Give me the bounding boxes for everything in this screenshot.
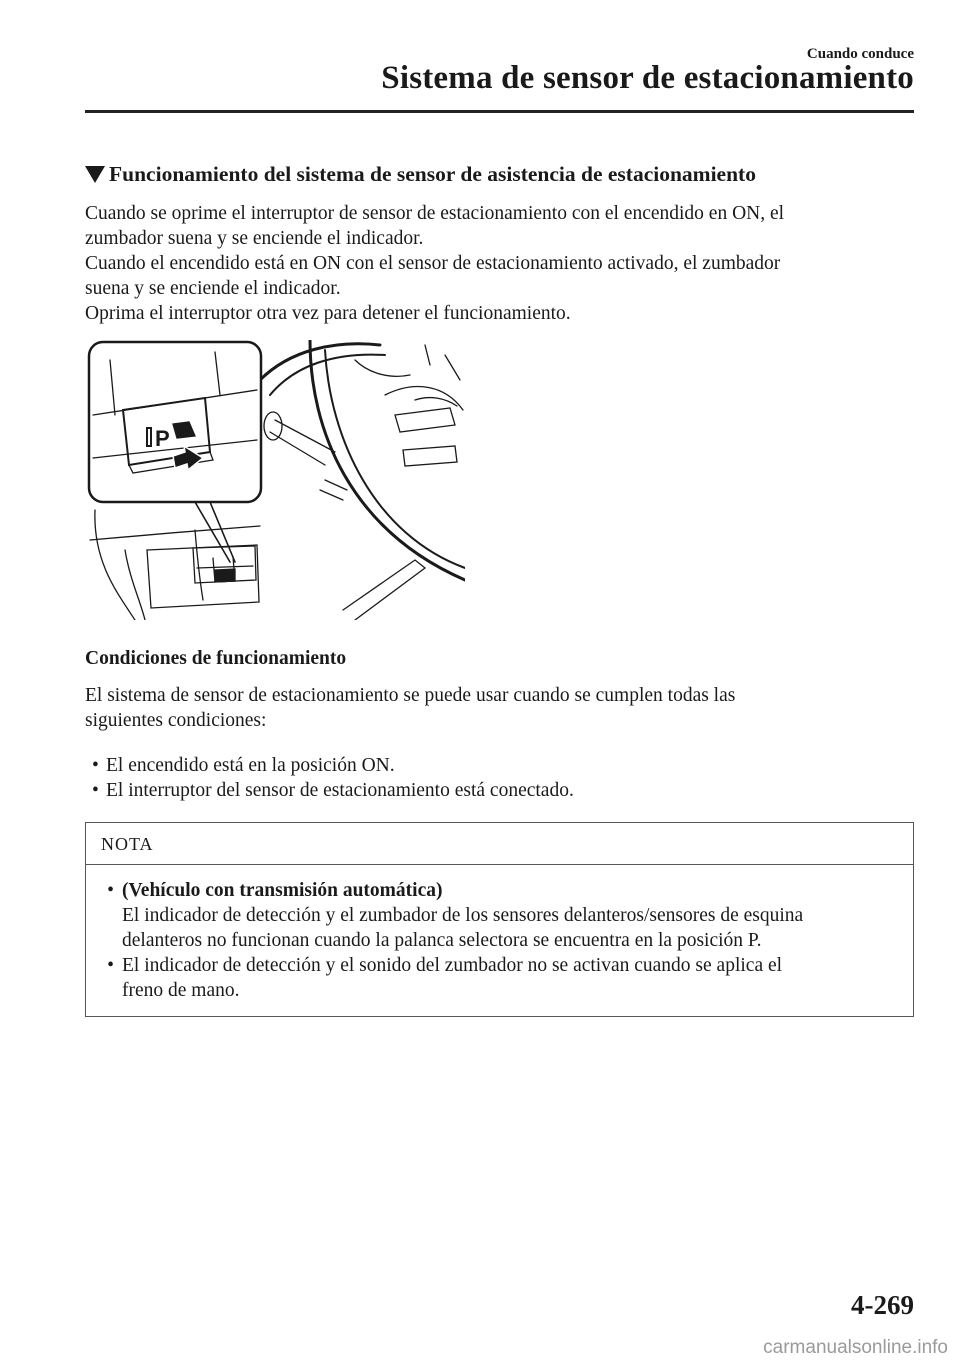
parking-sensor-switch-illustration (85, 340, 465, 620)
bullet-icon: • (107, 880, 114, 901)
note-item (99, 878, 909, 953)
note-line: freno de mano. (122, 980, 240, 1001)
note-item (99, 953, 909, 1003)
note-item-title: (Vehículo con transmisión automática) (122, 880, 443, 901)
paragraph-line: Cuando se oprime el interruptor de sensor de estacionamiento con el encendido en ON, el (85, 203, 785, 224)
note-line: El indicador de detección y el sonido del zumbador no se activan cuando se aplica el (122, 955, 783, 976)
list-item (92, 778, 574, 803)
conditions-list (92, 753, 574, 803)
intro-paragraph (85, 201, 915, 326)
header-divider (85, 110, 914, 113)
conditions-heading: Condiciones de funcionamiento (85, 648, 347, 669)
section-heading (85, 162, 756, 187)
note-label: NOTA (101, 834, 154, 854)
paragraph-line: Oprima el interruptor otra vez para detener el funcionamiento. (85, 303, 571, 324)
paragraph-line: Cuando el encendido está en ON con el sensor de estacionamiento activado, el zumbador (85, 253, 781, 274)
watermark: carmanualsonline.info (763, 1337, 948, 1358)
note-line: delanteros no funcionan cuando la palanca selectora se encuentra en la posición P. (122, 930, 762, 951)
note-line: El indicador de detección y el zumbador de los sensores delanteros/sensores de esquina (122, 905, 804, 926)
list-item-text: El encendido está en la posición ON. (106, 755, 395, 776)
conditions-intro (85, 683, 915, 733)
paragraph-line: El sistema de sensor de estacionamiento se puede usar cuando se cumplen todas las (85, 685, 736, 706)
list-item (92, 753, 574, 778)
list-item-text: El interruptor del sensor de estacionamiento está conectado. (106, 780, 574, 801)
bullet-icon: • (92, 780, 99, 801)
section-heading-text: Funcionamiento del sistema de sensor de asistencia de estacionamiento (109, 162, 756, 186)
triangle-down-icon (85, 166, 105, 183)
note-box (85, 822, 914, 1017)
paragraph-line: zumbador suena y se enciende el indicador. (85, 228, 424, 249)
paragraph-line: siguientes condiciones: (85, 710, 267, 731)
note-list (99, 878, 909, 1003)
paragraph-line: suena y se enciende el indicador. (85, 278, 341, 299)
page-title: Sistema de sensor de estacionamiento (381, 60, 914, 96)
note-divider (86, 864, 913, 865)
page-number: 4-269 (851, 1290, 914, 1320)
bullet-icon: • (107, 955, 114, 976)
header-section-label: Cuando conduce (806, 46, 914, 62)
switch-p-label: P (155, 426, 170, 451)
bullet-icon: • (92, 755, 99, 776)
